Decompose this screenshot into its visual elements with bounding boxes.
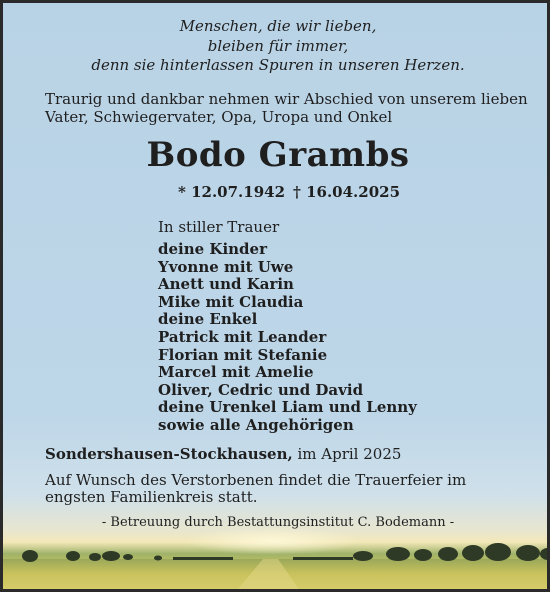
mourner-item: deine Kinder xyxy=(158,240,267,258)
mourner-item: Patrick mit Leander xyxy=(158,327,327,346)
mourner-item: Yvonne mit Uwe xyxy=(158,257,294,276)
mourner-item: Mike mit Claudia xyxy=(158,292,304,311)
funeral-home: - Betreuung durch Bestattungsinstitut C. Bodemann - xyxy=(101,515,455,530)
mourner-item: deine Urenkel Liam und Lenny xyxy=(158,398,417,417)
poem-line: bleiben für immer, xyxy=(207,36,349,55)
intro-line: Traurig und dankbar nehmen wir Abschied von unserem lieben xyxy=(45,90,528,108)
mourning-heading: In stiller Trauer xyxy=(158,218,280,236)
poem xyxy=(3,17,550,76)
place-month: im April 2025 xyxy=(292,445,402,463)
place-name: Sondershausen-Stockhausen, xyxy=(45,445,293,463)
place-date xyxy=(45,445,401,463)
intro-line: Vater, Schwiegervater, Opa, Uropa und Onkel xyxy=(45,108,393,126)
mourner-item: Marcel mit Amelie xyxy=(158,363,314,382)
mourner-item: Oliver, Cedric und David xyxy=(158,380,364,399)
birth-date: * 12.07.1942 xyxy=(178,183,286,201)
mourner-item: Anett und Karin xyxy=(158,275,294,294)
intro-text xyxy=(45,90,528,126)
poem-line: Menschen, die wir lieben, xyxy=(179,17,377,35)
landscape-image xyxy=(3,523,550,592)
mourner-list xyxy=(158,241,417,435)
deceased-name xyxy=(3,135,550,175)
mourner-item: deine Enkel xyxy=(158,310,258,329)
funeral-notice: Auf Wunsch des Verstorbenen findet die Trauerfeier im engsten Familienkreis statt. xyxy=(45,471,467,506)
death-date: † 16.04.2025 xyxy=(293,183,401,201)
poem-line: denn sie hinterlassen Spuren in unseren Herzen. xyxy=(91,56,465,74)
deceased-name-text: Bodo Grambs xyxy=(146,135,410,175)
mourner-item: Florian mit Stefanie xyxy=(158,345,328,364)
mourner-item: sowie alle Angehörigen xyxy=(158,415,354,434)
